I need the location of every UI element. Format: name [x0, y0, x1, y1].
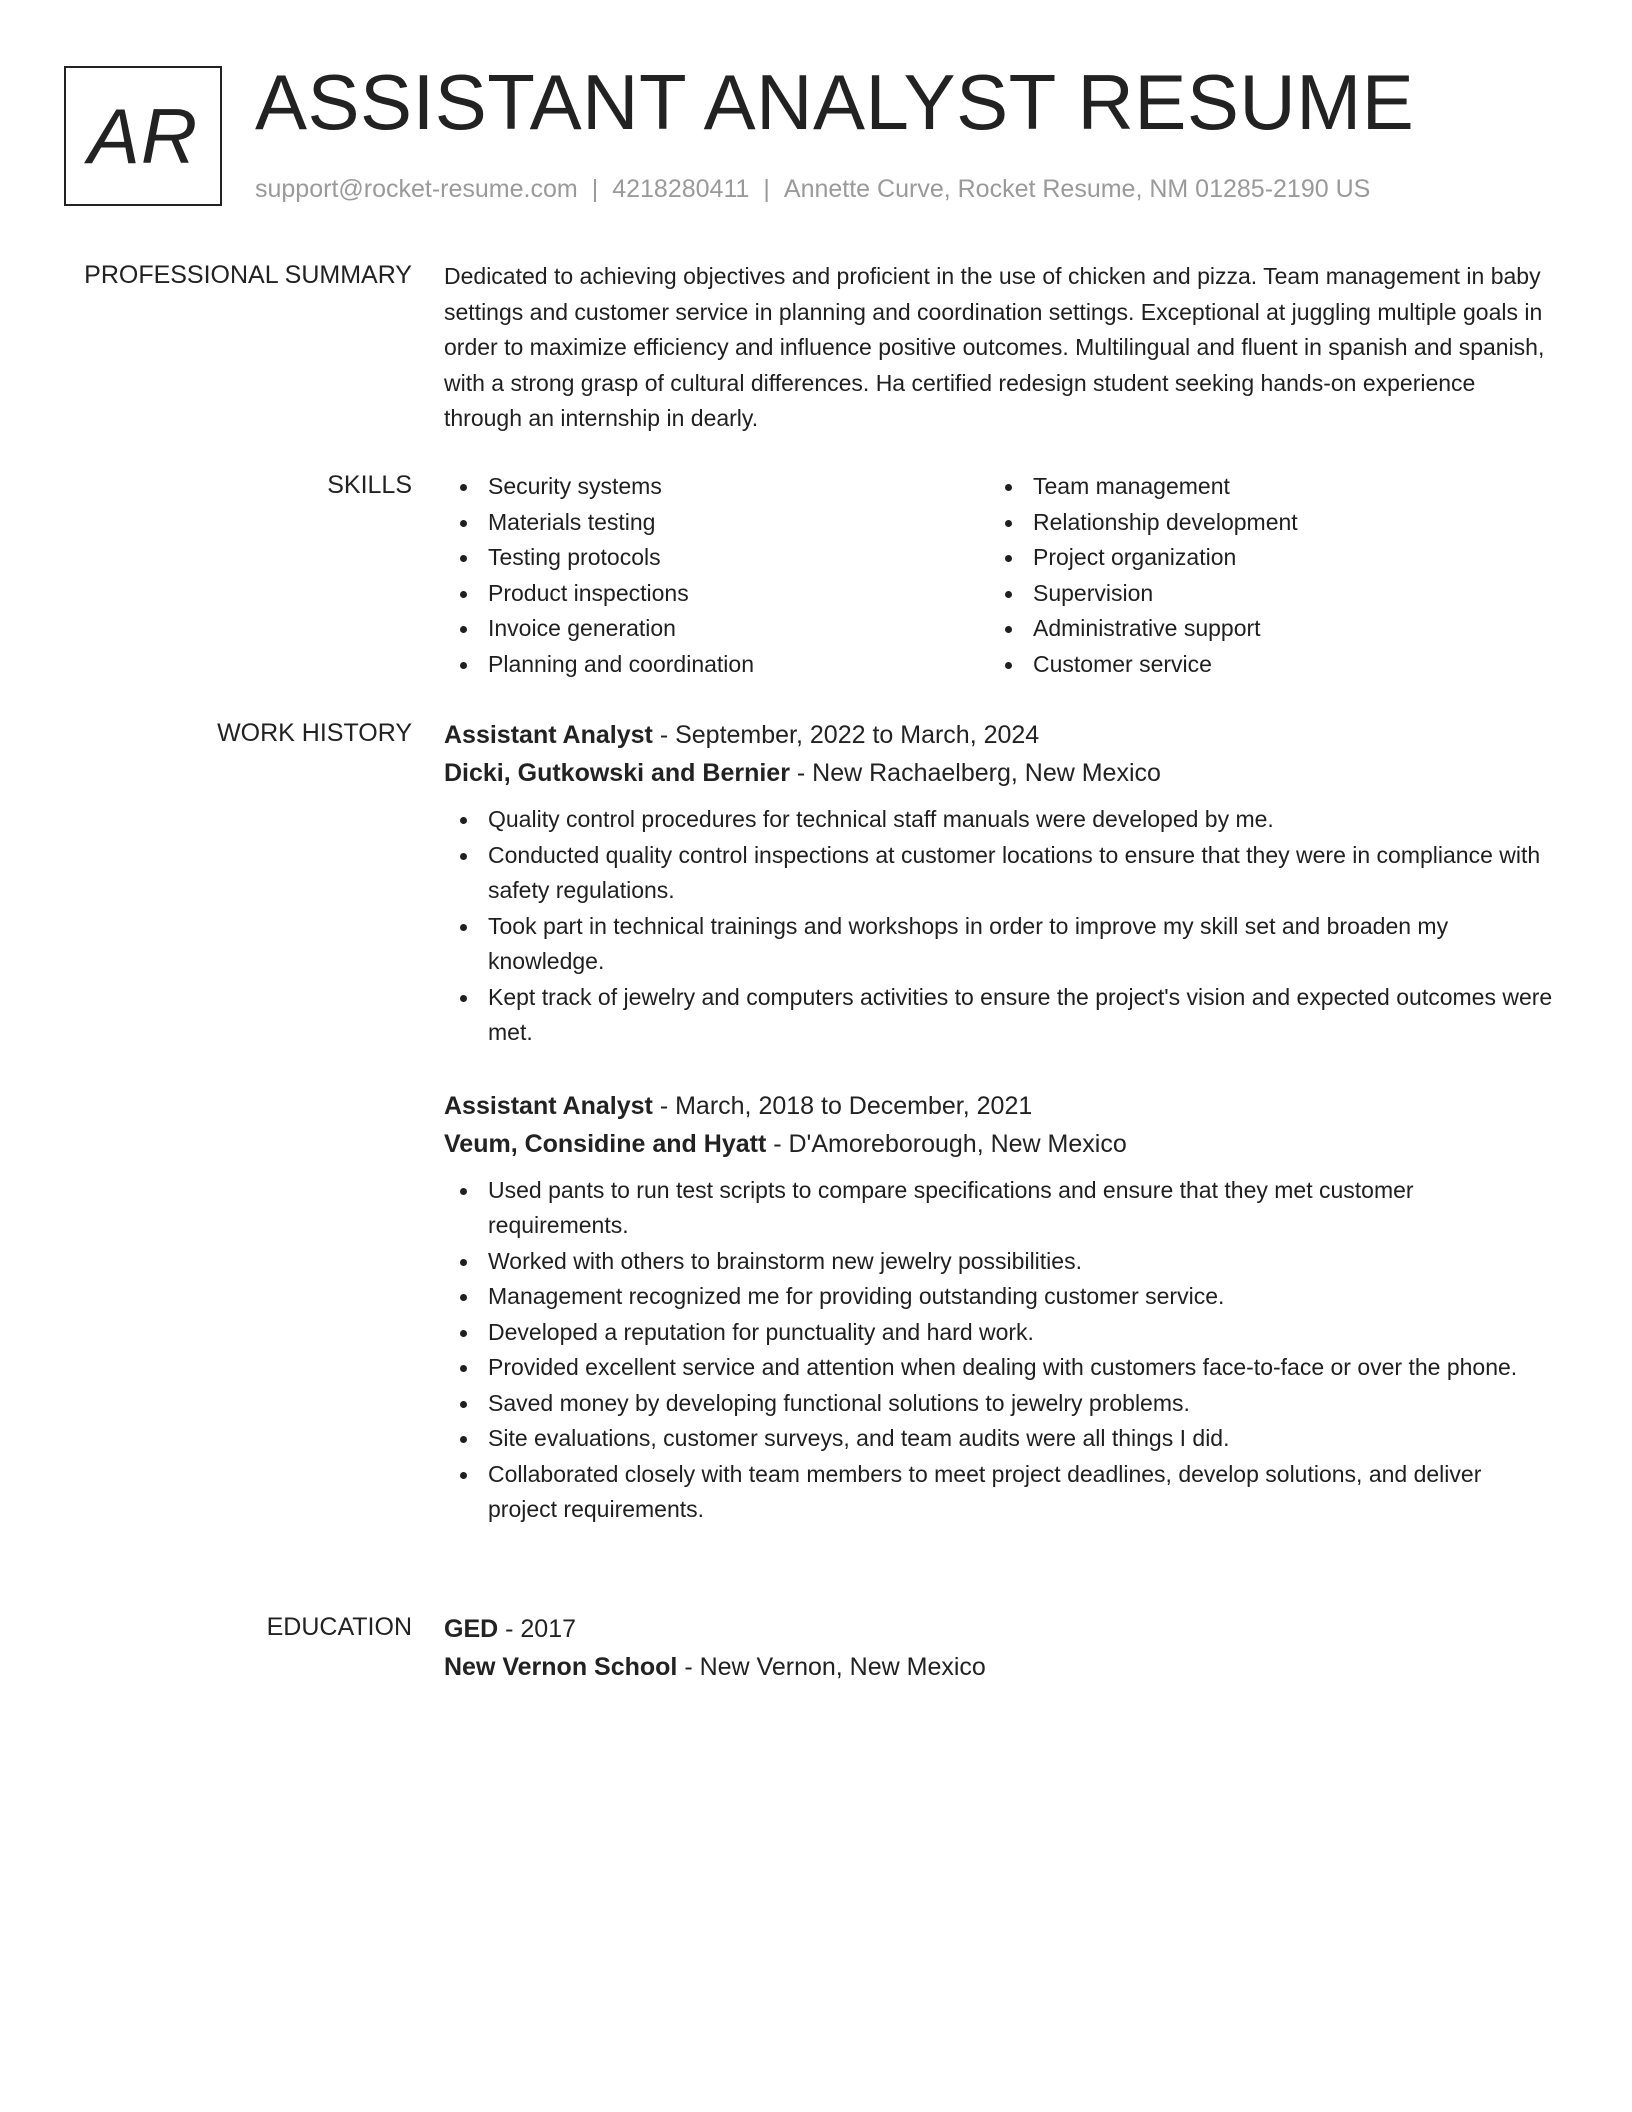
summary-heading: PROFESSIONAL SUMMARY	[84, 261, 412, 289]
job-bullet: Management recognized me for providing outstanding customer service.	[444, 1279, 1556, 1315]
work-history-body	[444, 716, 1556, 1528]
education-school-line	[444, 1648, 1556, 1686]
education-school: New Vernon School	[444, 1653, 678, 1681]
skill-item: Project organization	[989, 540, 1534, 576]
job-entry	[444, 716, 1556, 1051]
job-location: - New Rachaelberg, New Mexico	[789, 759, 1161, 787]
contact-separator: |	[763, 175, 770, 203]
skills-list-left	[444, 469, 989, 682]
education-body	[444, 1610, 1556, 1686]
skill-item: Administrative support	[989, 611, 1534, 647]
skills-columns	[444, 469, 1544, 682]
work-history-heading: WORK HISTORY	[217, 719, 412, 747]
skill-item: Planning and coordination	[444, 647, 989, 683]
job-bullet: Saved money by developing functional solutions to jewelry problems.	[444, 1386, 1556, 1422]
skill-item: Supervision	[989, 576, 1534, 612]
education-year: - 2017	[498, 1615, 577, 1643]
job-bullet-list	[444, 802, 1556, 1051]
skills-body	[444, 469, 1556, 682]
skill-item: Testing protocols	[444, 540, 989, 576]
skill-item: Security systems	[444, 469, 989, 505]
job-company-line	[444, 1125, 1556, 1163]
job-dates: - March, 2018 to December, 2021	[652, 1091, 1033, 1120]
job-title: Assistant Analyst	[444, 721, 653, 749]
skill-item: Customer service	[989, 647, 1534, 683]
education-heading: EDUCATION	[266, 1613, 412, 1641]
skills-list-right	[989, 469, 1534, 682]
job-dates: - September, 2022 to March, 2024	[652, 721, 1040, 749]
job-company-line	[444, 754, 1556, 792]
summary-text: Dedicated to achieving objectives and proficient in the use of chicken and pizza. Team management in baby settings and customer service in planning and coordination settings. Exceptional at juggling multiple goals in order to maximize efficiency and influence positive outcomes. Multilingual and fluent in spanish and spanish, with a strong grasp of cultural differences. Ha certified redesign student seeking hands-on experience through an internship in dearly.	[444, 263, 1545, 431]
skill-item: Team management	[989, 469, 1534, 505]
job-bullet: Used pants to run test scripts to compare specifications and ensure that they met customer requirements.	[444, 1173, 1556, 1244]
resume-title: ASSISTANT ANALYST RESUME	[255, 58, 1415, 146]
job-bullet-list	[444, 1173, 1556, 1528]
contact-line	[255, 172, 1370, 206]
monogram-badge: AR	[64, 66, 222, 206]
skill-item: Relationship development	[989, 505, 1534, 541]
education-degree: GED	[444, 1615, 499, 1643]
job-bullet: Quality control procedures for technical staff manuals were developed by me.	[444, 802, 1556, 838]
contact-phone: 4218280411	[612, 175, 750, 203]
skill-item: Product inspections	[444, 576, 989, 612]
job-title: Assistant Analyst	[444, 1091, 653, 1120]
skill-item: Invoice generation	[444, 611, 989, 647]
education-location: - New Vernon, New Mexico	[677, 1653, 986, 1681]
job-location: - D'Amoreborough, New Mexico	[766, 1129, 1127, 1158]
contact-address: Annette Curve, Rocket Resume, NM 01285-2190 US	[783, 175, 1371, 203]
job-title-line	[444, 716, 1556, 754]
education-degree-line	[444, 1610, 1556, 1648]
job-bullet: Collaborated closely with team members to meet project deadlines, develop solutions, and deliver project requirements.	[444, 1457, 1556, 1528]
job-bullet: Conducted quality control inspections at customer locations to ensure that they were in compliance with safety regulations.	[444, 838, 1556, 909]
job-company: Veum, Considine and Hyatt	[444, 1129, 767, 1158]
skill-item: Materials testing	[444, 505, 989, 541]
job-bullet: Worked with others to brainstorm new jewelry possibilities.	[444, 1244, 1556, 1280]
job-bullet: Site evaluations, customer surveys, and team audits were all things I did.	[444, 1421, 1556, 1457]
job-bullet: Kept track of jewelry and computers activities to ensure the project's vision and expected outcomes were met.	[444, 980, 1556, 1051]
summary-body	[444, 259, 1556, 437]
job-bullet: Took part in technical trainings and workshops in order to improve my skill set and broaden my knowledge.	[444, 909, 1556, 980]
job-bullet: Provided excellent service and attention when dealing with customers face-to-face or over the phone.	[444, 1350, 1556, 1386]
contact-separator: |	[591, 175, 599, 203]
job-company: Dicki, Gutkowski and Bernier	[444, 759, 790, 787]
job-bullet: Developed a reputation for punctuality and hard work.	[444, 1315, 1556, 1351]
skills-heading: SKILLS	[327, 471, 412, 499]
job-entry	[444, 1087, 1556, 1528]
job-title-line	[444, 1087, 1556, 1125]
contact-email: support@rocket-resume.com	[255, 175, 578, 203]
